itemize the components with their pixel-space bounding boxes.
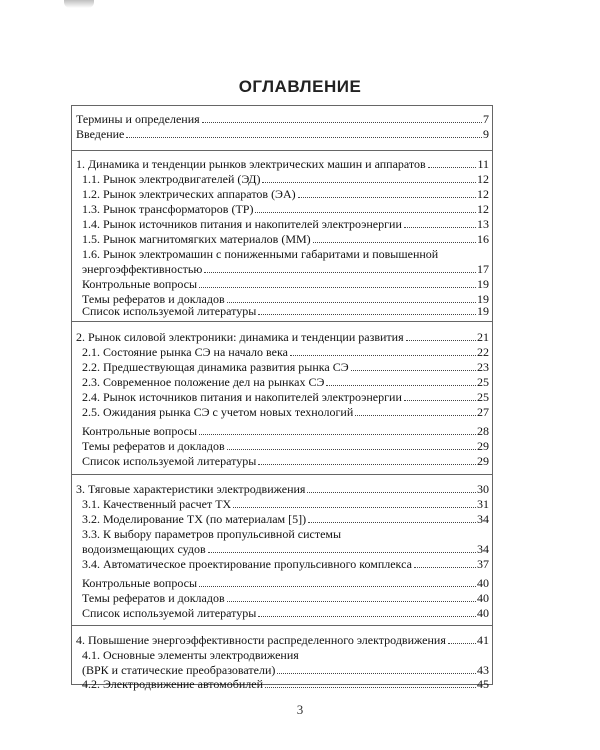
toc-entry-page: 29 bbox=[477, 454, 489, 468]
toc-essay-topics-3[interactable] bbox=[82, 591, 489, 606]
leader-dots bbox=[351, 369, 476, 371]
toc-entry-terms[interactable] bbox=[76, 112, 489, 127]
toc-essay-topics-2[interactable] bbox=[82, 439, 489, 454]
leader-dots bbox=[277, 672, 476, 674]
leader-dots bbox=[126, 136, 482, 138]
leader-dots bbox=[258, 313, 476, 315]
page-number: 3 bbox=[296, 702, 304, 717]
toc-entry-label: 4.2. Электродвижение автомобилей bbox=[82, 677, 264, 691]
page-title: ОГЛАВЛЕНИЕ bbox=[238, 77, 362, 96]
toc-entry-page: 21 bbox=[477, 330, 489, 344]
leader-dots bbox=[307, 491, 476, 493]
leader-dots bbox=[227, 600, 476, 602]
leader-dots bbox=[308, 521, 476, 523]
toc-entry-page: 31 bbox=[477, 497, 489, 511]
toc-entry-label: (ВРК и статические преобразователи) bbox=[82, 663, 276, 677]
toc-entry-page: 29 bbox=[477, 439, 489, 453]
section-separator bbox=[71, 625, 493, 626]
scan-edge-mark bbox=[64, 0, 94, 8]
toc-section-2-3[interactable] bbox=[82, 375, 489, 390]
section-separator bbox=[71, 150, 493, 151]
toc-entry-page: 9 bbox=[483, 127, 489, 141]
toc-entry-label: 4. Повышение энергоэффективности распределенного электродвижения bbox=[76, 633, 446, 647]
toc-entry-label: 1. Динамика и тенденции рынков электрических машин и аппаратов bbox=[76, 157, 426, 171]
leader-dots bbox=[265, 686, 476, 688]
toc-entry-label: 1.3. Рынок трансформаторов (ТР) bbox=[82, 202, 254, 216]
toc-entry-page: 40 bbox=[477, 606, 489, 620]
toc-entry-page: 34 bbox=[477, 542, 489, 556]
toc-entry-label: Темы рефератов и докладов bbox=[82, 439, 225, 453]
toc-section-2-2[interactable] bbox=[82, 360, 489, 375]
toc-entry-label: 2.3. Современное положение дел на рынках СЭ bbox=[82, 375, 325, 389]
toc-section-1-3[interactable] bbox=[82, 202, 489, 217]
toc-entry-page: 25 bbox=[477, 390, 489, 404]
toc-section-3-3-line1[interactable]: 3.3. К выбору параметров пропульсивной системы bbox=[82, 527, 342, 541]
toc-section-2-5[interactable] bbox=[82, 405, 489, 420]
leader-dots bbox=[204, 271, 476, 273]
leader-dots bbox=[227, 448, 476, 450]
leader-dots bbox=[326, 384, 476, 386]
toc-section-3-4[interactable] bbox=[82, 557, 489, 572]
toc-references-3[interactable] bbox=[82, 606, 489, 621]
toc-section-2-4[interactable] bbox=[82, 390, 489, 405]
leader-dots bbox=[262, 181, 476, 183]
toc-section-1-6-line1[interactable]: 1.6. Рынок электромашин с пониженными габаритами и повышенной bbox=[82, 247, 439, 261]
toc-entry-page: 16 bbox=[477, 232, 489, 246]
leader-dots bbox=[208, 551, 476, 553]
leader-dots bbox=[227, 301, 476, 303]
toc-entry-label: 1.4. Рынок источников питания и накопителей электроэнергии bbox=[82, 217, 402, 231]
toc-references-1[interactable] bbox=[82, 304, 489, 319]
leader-dots bbox=[298, 196, 476, 198]
toc-entry-page: 45 bbox=[477, 677, 489, 691]
toc-chapter-3[interactable] bbox=[76, 482, 489, 497]
toc-entry-label: 2. Рынок силовой электроники: динамика и тенденции развития bbox=[76, 330, 404, 344]
toc-entry-page: 17 bbox=[477, 262, 489, 276]
leader-dots bbox=[313, 241, 476, 243]
leader-dots bbox=[233, 506, 476, 508]
toc-entry-page: 34 bbox=[477, 512, 489, 526]
toc-entry-page: 13 bbox=[477, 217, 489, 231]
toc-entry-label: 2.2. Предшествующая динамика развития рынка СЭ bbox=[82, 360, 349, 374]
toc-review-questions-3[interactable] bbox=[82, 576, 489, 591]
toc-entry-page: 25 bbox=[477, 375, 489, 389]
leader-dots bbox=[448, 642, 476, 644]
toc-entry-page: 19 bbox=[477, 304, 489, 318]
toc-entry-label: Термины и определения bbox=[76, 112, 200, 126]
toc-entry-label: водоизмещающих судов bbox=[82, 542, 206, 556]
toc-entry-page: 12 bbox=[477, 187, 489, 201]
toc-entry-label: Темы рефератов и докладов bbox=[82, 292, 225, 306]
toc-review-questions-2[interactable] bbox=[82, 424, 489, 439]
section-separator bbox=[71, 321, 493, 322]
toc-entry-label: 3. Тяговые характеристики электродвижения bbox=[76, 482, 306, 496]
toc-entry-label: Контрольные вопросы bbox=[82, 277, 198, 291]
leader-dots bbox=[255, 211, 476, 213]
toc-entry-page: 40 bbox=[477, 576, 489, 590]
leader-dots bbox=[290, 354, 476, 356]
leader-dots bbox=[199, 286, 476, 288]
toc-entry-label: 2.4. Рынок источников питания и накопителей электроэнергии bbox=[82, 390, 402, 404]
toc-entry-label: 1.1. Рынок электродвигателей (ЭД) bbox=[82, 172, 261, 186]
leader-dots bbox=[258, 615, 476, 617]
toc-section-1-5[interactable] bbox=[82, 232, 489, 247]
toc-section-2-1[interactable] bbox=[82, 345, 489, 360]
leader-dots bbox=[202, 121, 482, 123]
toc-entry-introduction[interactable] bbox=[76, 127, 489, 142]
toc-entry-label: 1.5. Рынок магнитомягких материалов (ММ) bbox=[82, 232, 311, 246]
toc-section-1-2[interactable] bbox=[82, 187, 489, 202]
toc-section-3-2[interactable] bbox=[82, 512, 489, 527]
toc-entry-label: 2.5. Ожидания рынка СЭ с учетом новых технологий bbox=[82, 405, 354, 419]
toc-entry-page: 30 bbox=[477, 482, 489, 496]
toc-entry-label: 1.2. Рынок электрических аппаратов (ЭА) bbox=[82, 187, 296, 201]
toc-chapter-4[interactable] bbox=[76, 633, 489, 648]
toc-section-4-2[interactable] bbox=[82, 677, 489, 692]
toc-entry-label: Контрольные вопросы bbox=[82, 576, 198, 590]
toc-entry-page: 12 bbox=[477, 202, 489, 216]
leader-dots bbox=[199, 585, 476, 587]
section-separator bbox=[71, 474, 493, 475]
toc-entry-page: 28 bbox=[477, 424, 489, 438]
toc-entry-label: Список используемой литературы bbox=[82, 606, 257, 620]
toc-section-3-1[interactable] bbox=[82, 497, 489, 512]
toc-entry-page: 12 bbox=[477, 172, 489, 186]
toc-entry-page: 19 bbox=[477, 292, 489, 306]
leader-dots bbox=[355, 414, 476, 416]
leader-dots bbox=[404, 399, 476, 401]
toc-entry-label: Темы рефератов и докладов bbox=[82, 591, 225, 605]
leader-dots bbox=[406, 339, 476, 341]
toc-entry-page: 40 bbox=[477, 591, 489, 605]
toc-entry-label: 3.4. Автоматическое проектирование пропульсивного комплекса bbox=[82, 557, 412, 571]
toc-entry-label: 3.2. Моделирование ТХ (по материалам [5]) bbox=[82, 512, 307, 526]
toc-section-4-1[interactable] bbox=[82, 663, 489, 678]
leader-dots bbox=[428, 166, 477, 168]
leader-dots bbox=[199, 433, 476, 435]
toc-section-4-1-line1[interactable]: 4.1. Основные элементы электродвижения bbox=[82, 648, 299, 662]
toc-entry-page: 37 bbox=[477, 557, 489, 571]
toc-entry-page: 19 bbox=[477, 277, 489, 291]
toc-entry-label: 3.1. Качественный расчет ТХ bbox=[82, 497, 232, 511]
toc-entry-label: 2.1. Состояние рынка СЭ на начало века bbox=[82, 345, 288, 359]
toc-entry-label: энергоэффективностью bbox=[82, 262, 203, 276]
toc-entry-label: Введение bbox=[76, 127, 125, 141]
leader-dots bbox=[258, 463, 476, 465]
toc-section-1-1[interactable] bbox=[82, 172, 489, 187]
toc-entry-page: 27 bbox=[477, 405, 489, 419]
toc-entry-page: 22 bbox=[477, 345, 489, 359]
toc-entry-page: 11 bbox=[477, 157, 489, 171]
toc-section-3-3[interactable] bbox=[82, 542, 489, 557]
toc-entry-label: Контрольные вопросы bbox=[82, 424, 198, 438]
toc-section-1-4[interactable] bbox=[82, 217, 489, 232]
toc-review-questions-1[interactable] bbox=[82, 277, 489, 292]
toc-chapter-1[interactable] bbox=[76, 157, 489, 172]
toc-section-1-6[interactable] bbox=[82, 262, 489, 277]
leader-dots bbox=[404, 226, 476, 228]
toc-chapter-2[interactable] bbox=[76, 330, 489, 345]
toc-entry-page: 7 bbox=[483, 112, 489, 126]
toc-entry-page: 41 bbox=[477, 633, 489, 647]
toc-references-2[interactable] bbox=[82, 454, 489, 469]
toc-entry-label: Список используемой литературы bbox=[82, 454, 257, 468]
leader-dots bbox=[414, 566, 476, 568]
toc-entry-page: 43 bbox=[477, 663, 489, 677]
toc-entry-page: 23 bbox=[477, 360, 489, 374]
toc-entry-label: Список используемой литературы bbox=[82, 304, 257, 318]
